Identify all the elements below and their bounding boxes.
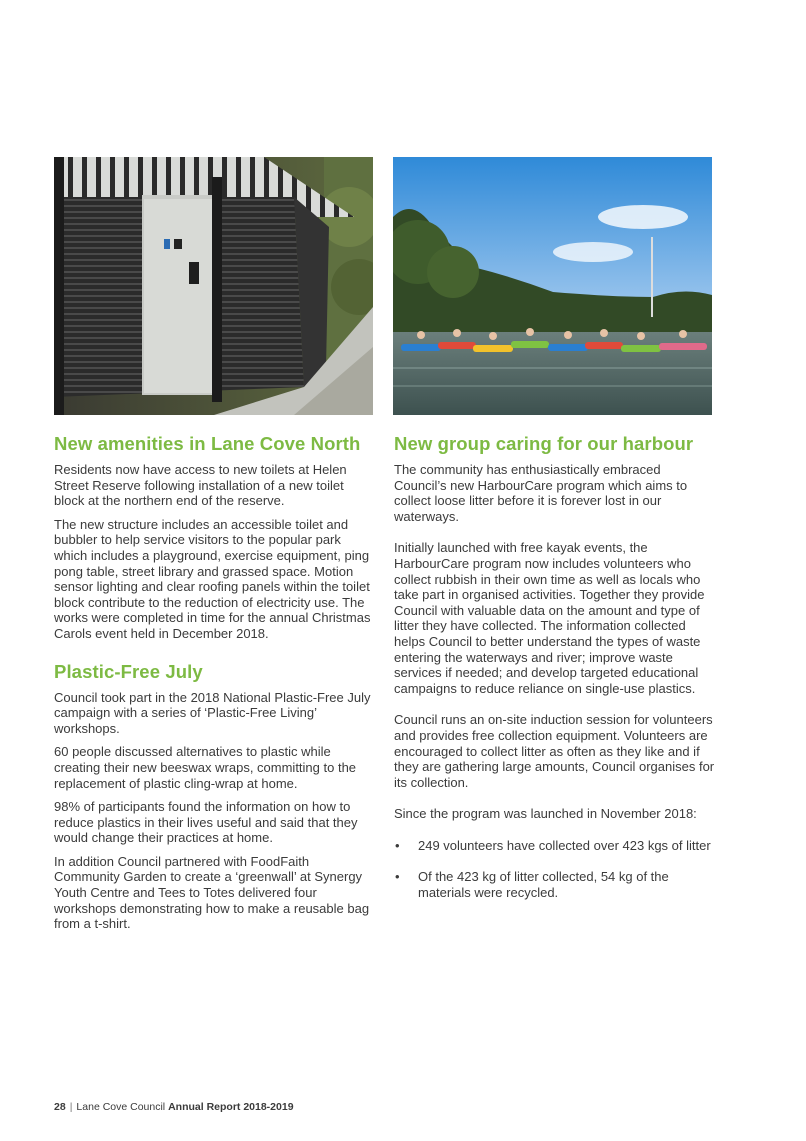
footer-separator: | <box>69 1101 73 1113</box>
amenities-photo <box>54 157 373 415</box>
list-item-text: Of the 423 kg of litter collected, 54 kg of the materials were recycled. <box>418 869 669 901</box>
list-item-text: 249 volunteers have collected over 423 kgs of litter <box>418 837 711 853</box>
plastic-paragraph-4: In addition Council partnered with FoodFaith Community Garden to create a ‘greenwall’ at Synergy Youth Centre and Tees to Totes delivered four workshops demonstrating how to make a reusable bag from a t-shirt. <box>54 853 370 932</box>
amenities-paragraph-1: Residents now have access to new toilets at Helen Street Reserve following installation of a new toilet block at the northern end of the reserve. <box>54 462 347 509</box>
page-footer <box>54 1101 294 1114</box>
page-number: 28 <box>54 1101 66 1113</box>
harbour-paragraph-1: The community has enthusiastically embraced Council’s new HarbourCare program which aims to collect loose litter before it is forever lost in our waterways. <box>394 462 688 524</box>
kayakers-photo <box>393 157 712 415</box>
amenities-photo-graphic <box>54 157 373 415</box>
plastic-paragraph-2: 60 people discussed alternatives to plastic while creating their new beeswax wraps, committing to the replacement of plastic cling-wrap at home. <box>54 744 357 791</box>
footer-org: Lane Cove Council <box>76 1101 166 1113</box>
harbour-paragraph-3: Council runs an on-site induction session for volunteers and provides free collection equipment. Volunteers are encouraged to collect litter as often as they like and if they are gathering large amounts, Council organises for its collection. <box>394 712 715 790</box>
heading-new-amenities: New amenities in Lane Cove North <box>54 433 361 454</box>
bullet-icon: • <box>395 869 400 885</box>
heading-harbour-group: New group caring for our harbour <box>394 433 694 454</box>
amenities-paragraph-2: The new structure includes an accessible toilet and bubbler to help service visitors to the popular park which includes a playground, exercise equipment, ping pong table, street library and grassed space. Motion sensor lighting and clear roofing panels within the toilet block contribute to the reduction of electricity use. The works were completed in time for the annual Christmas Carols event held in December 2018. <box>54 516 371 641</box>
heading-plastic-free-july: Plastic-Free July <box>54 660 203 682</box>
left-column <box>54 432 376 940</box>
harbour-stats-list <box>394 838 716 901</box>
harbour-paragraph-2: Initially launched with free kayak events, the HarbourCare program now includes volunteers who collect rubbish in their own time as well as locals who take part in organised activities. Together they provide Council with valuable data on the amount and type of litter they have collected. The information collected helps Council to better understand the types of waste entering the waterways and river; improve waste services if needed; and develop targeted educational campaigns to reduce reliance on single-use plastics. <box>394 540 705 696</box>
plastic-paragraph-1: Council took part in the 2018 National Plastic-Free July campaign with a series of ‘Plastic-Free Living’ workshops. <box>54 689 371 736</box>
plastic-paragraph-3: 98% of participants found the information on how to reduce plastics in their lives useful and said that they would change their practices at home. <box>54 799 358 846</box>
list-item <box>394 838 716 854</box>
list-item <box>394 869 716 900</box>
harbour-paragraph-4: Since the program was launched in November 2018: <box>394 806 697 822</box>
footer-report-title: Annual Report 2018-2019 <box>168 1101 294 1113</box>
kayakers-photo-graphic <box>393 157 712 415</box>
bullet-icon: • <box>395 837 400 853</box>
right-column <box>394 432 716 917</box>
